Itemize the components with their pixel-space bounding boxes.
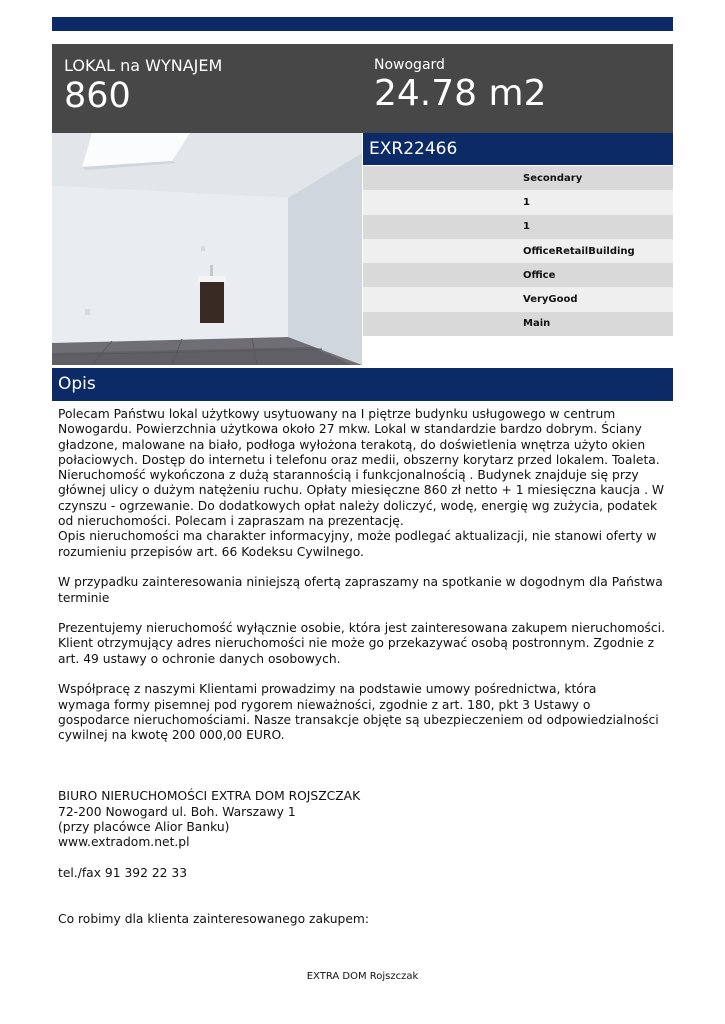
property-value: VeryGood [523,294,578,306]
header-right [374,56,546,114]
listing-city: Nowogard [374,57,445,73]
property-value: Office [523,269,556,281]
listing-price: 860 [64,76,131,116]
description [58,407,668,927]
section-title: Opis [52,368,673,401]
property-value: OfficeRetailBuilding [523,245,635,257]
description-text: Polecam Państwu lokal użytkowy usytuowany na I piętrze budynku usługowego w centrum Nowogardu. Powierzchnia użytkowa około 27 mkw. Lokal w standardzie bardzo dobrym. Ściany gładzone, malowane na biało, podłoga wyłożona terakotą, do doświetlenia wnętrza użyto okien połaciowych. Dostęp do internetu i telefonu oraz medii, obszerny korytarz przed lokalem. Toaleta. Nieruchomość wykończona z dużą starannością i funkcjonalnością . Budynek znajduje się przy głównej ulicy o dużym natężeniu ruchu. Opłaty miesięczne 860 zł netto + 1 miesięczna kaucja . W czynszu - ogrzewanie. Do dodatkowych opłat należy doliczyć, wodę, energię wg zużycia, podatek od nieruchomości. Polecam i zapraszam na prezentację. Opis nieruchomości ma charakter informacyjny, może podlegać aktualizacji, nie stanowi oferty w rozumieniu przepisów art. 66 Kodeksu Cywilnego. W przypadku zainteresowania niniejszą ofertą zapraszamy na spotkanie w dogodnym dla Państwa terminie Prezentujemy nieruchomość wyłącznie osobie, która jest zainteresowana zakupem nieruchomości. Klient otrzymujący adres nieruchomości nie może go przekazywać osobą postronnym. Zgodnie z art. 49 ustawy o ochronie danych osobowych. Współpracę z naszymi Klientami prowadzimy na podstawie umowy pośrednictwa, która wymaga formy pisemnej pod rygorem nieważności, zgodnie z art. 180, pkt 3 Ustawy o gospodarce nieruchomościami. Nasze transakcje objęte są ubezpieczeniem od odpowiedzialności cywilnej na kwotę 200 000,00 EURO. BIURO NIERUCHOMOŚCI EXTRA DOM ROJSZCZAK 72-200 Nowogard ul. Boh. Warszawy 1 (przy placówce Alior Banku) www.extradom.net.pl tel./fax 91 392 22 33 Co robimy dla klienta zainteresowanego zakupem: [58,407,665,926]
footer: EXTRA DOM Rojszczak [306,971,419,982]
header-left [64,56,222,116]
property-value: Secondary [523,172,583,184]
property-row [363,215,673,239]
properties-table [363,166,673,336]
listing-type: LOKAL na WYNAJEM [64,56,223,75]
listing-header [52,44,673,133]
property-value: 1 [523,221,530,233]
property-photo [52,133,362,365]
property-value: Main [523,318,551,330]
property-row [363,239,673,263]
property-value: 1 [523,196,530,208]
property-row [363,263,673,287]
top-bar [52,17,673,31]
property-row [363,166,673,190]
property-row [363,312,673,336]
property-row [363,287,673,311]
listing-area: 24.78 m2 [374,73,547,114]
reference-number: EXR22466 [363,133,673,165]
property-row [363,190,673,214]
